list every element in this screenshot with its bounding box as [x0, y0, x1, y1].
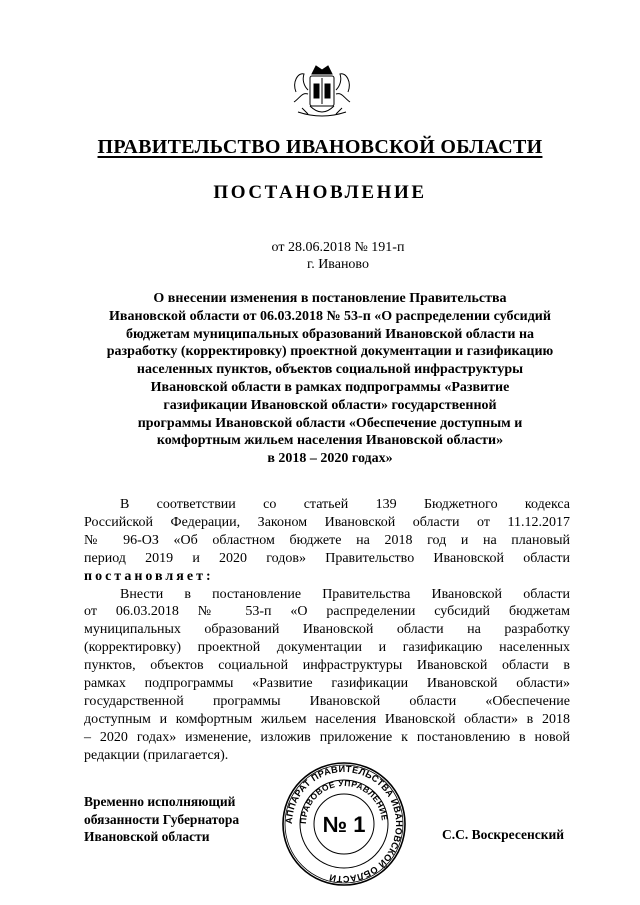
decree-word: постановляет:	[84, 568, 214, 584]
stamp-ring-text: АППАРАТ ПРАВИТЕЛЬСТВА ИВАНОВСКОЙ ОБЛАСТИ	[283, 763, 405, 885]
body-line: редакции (прилагается).	[84, 747, 229, 763]
subject-line: О внесении изменения в постановление Правительства	[153, 291, 507, 306]
document-subject	[80, 290, 580, 468]
subject-line: населенных пунктов, объектов социальной инфраструктуры	[136, 362, 524, 378]
body-line: Внести в постановление Правительства Ивановской области	[120, 586, 570, 602]
subject-line: Ивановской области от 06.03.2018 № 53-п «О распределении субсидий	[109, 308, 551, 324]
signatory-position	[84, 793, 239, 846]
body-line: Российской Федерации, Законом Ивановской области от 11.12.2017	[84, 514, 570, 530]
subject-line: комфортным жильем населения Ивановской области»	[156, 433, 504, 449]
body-line: доступным и комфортным жильем населения Ивановской области» в 2018	[84, 711, 570, 727]
official-stamp	[280, 760, 408, 888]
body-line: рамках подпрограммы «Развитие газификации Ивановской области»	[84, 676, 570, 692]
document-type: ПОСТАНОВЛЕНИЕ	[213, 182, 427, 203]
body-line: В соответствии со статьей 139 Бюджетного кодекса	[120, 497, 570, 512]
subject-line: в 2018 – 2020 годах»	[267, 451, 393, 467]
body-line: период 2019 и 2020 годов» Правительство Ивановской области	[84, 550, 570, 566]
signatory-position-line: Временно исполняющий	[84, 794, 236, 809]
coat-of-arms-emblem	[290, 62, 354, 122]
signatory-name: С.С. Воскресенский	[442, 827, 565, 842]
subject-line: программы Ивановской области «Обеспечение доступным и	[137, 415, 523, 431]
subject-line: бюджетам муниципальных образований Ивановской области на	[125, 326, 535, 342]
body-line: (корректировку) проектной документации и газификацию населенных	[84, 640, 570, 656]
document-date-number: от 28.06.2018 № 191-п	[271, 240, 405, 255]
government-title: ПРАВИТЕЛЬСТВО ИВАНОВСКОЙ ОБЛАСТИ	[97, 136, 543, 158]
stamp-number: № 1	[322, 812, 366, 837]
body-line: государственной программы Ивановской области «Обеспечение	[84, 693, 570, 709]
body-line: № 96-ОЗ «Об областном бюджете на 2018 год и на плановый	[84, 532, 570, 548]
body-line: – 2020 годах» изменение, изложив приложение к постановлению в новой	[84, 729, 570, 745]
body-paragraphs	[84, 496, 570, 765]
stamp-inner-text: ПРАВОВОЕ УПРАВЛЕНИЕ	[297, 777, 390, 825]
body-line: от 06.03.2018 № 53-п «О распределении субсидий бюджетам	[84, 604, 570, 620]
body-line: муниципальных образований Ивановской области на разработку	[84, 622, 570, 638]
signatory-position-line: обязанности Губернатора	[84, 811, 240, 827]
document-city: г. Иваново	[307, 257, 369, 272]
signatory-position-line: Ивановской области	[84, 829, 210, 844]
subject-line: газификации Ивановской области» государственной	[163, 397, 497, 413]
subject-line: Ивановской области в рамках подпрограммы «Развитие	[150, 379, 510, 395]
body-line: пунктов, объектов социальной инфраструктуры Ивановской области в	[84, 658, 570, 674]
subject-line: разработку (корректировку) проектной документации и газификацию	[106, 344, 554, 360]
